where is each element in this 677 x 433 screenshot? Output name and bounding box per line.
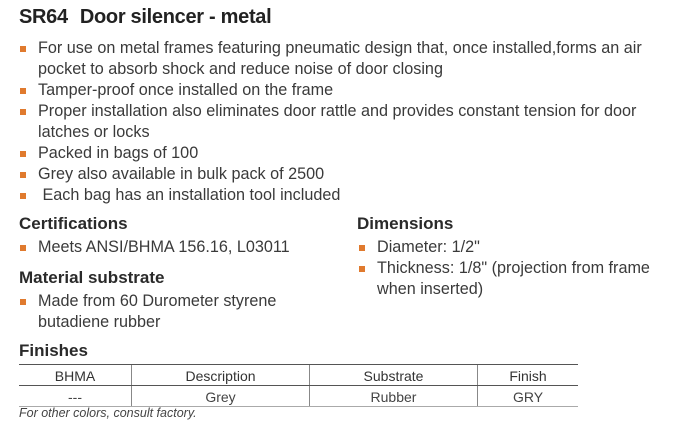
cell-bhma: --- [19, 386, 132, 407]
feature-item: Packed in bags of 100 [18, 143, 677, 164]
bullet-icon [20, 172, 26, 178]
material-list [18, 291, 338, 333]
bullet-icon [20, 151, 26, 157]
bullet-icon [20, 46, 26, 52]
column-header-finish: Finish [478, 365, 579, 386]
feature-item: Proper installation also eliminates door rattle and provides constant tension for door latches or locks [18, 101, 677, 143]
table-row [19, 386, 578, 407]
dimension-item: Diameter: 1/2" [357, 237, 657, 258]
certifications-list [18, 237, 338, 258]
feature-item: Grey also available in bulk pack of 2500 [18, 164, 677, 185]
dimension-item: Thickness: 1/8" (projection from frame when inserted) [357, 258, 657, 300]
column-header-bhma: BHMA [19, 365, 132, 386]
finishes-table [19, 364, 578, 407]
bullet-icon [20, 88, 26, 94]
bullet-icon [359, 245, 365, 251]
product-title: Door silencer - metal [79, 6, 272, 28]
bullet-icon [20, 193, 26, 199]
cell-description: Grey [132, 386, 310, 407]
certification-item: Meets ANSI/BHMA 156.16, L03011 [18, 237, 338, 258]
table-header-row [19, 365, 578, 386]
page-title [19, 6, 271, 29]
feature-item: Tamper-proof once installed on the frame [18, 80, 677, 101]
finishes-heading: Finishes [19, 341, 88, 360]
bullet-icon [20, 109, 26, 115]
feature-item: For use on metal frames featuring pneumatic design that, once installed,forms an air pocket to absorb shock and reduce noise of door closing [18, 38, 677, 80]
feature-item: Each bag has an installation tool included [18, 185, 677, 206]
bullet-icon [20, 299, 26, 305]
column-header-substrate: Substrate [310, 365, 478, 386]
column-header-description: Description [132, 365, 310, 386]
product-code: SR64 [19, 6, 68, 28]
cell-substrate: Rubber [310, 386, 478, 407]
bullet-icon [359, 266, 365, 272]
cell-finish: GRY [478, 386, 579, 407]
material-item: Made from 60 Durometer styrene butadiene rubber [18, 291, 338, 333]
feature-list [18, 38, 677, 206]
dimensions-list [357, 237, 657, 300]
material-heading: Material substrate [19, 268, 165, 287]
certifications-heading: Certifications [19, 214, 128, 233]
dimensions-heading: Dimensions [357, 214, 454, 233]
bullet-icon [20, 245, 26, 251]
footnote: For other colors, consult factory. [19, 406, 197, 420]
